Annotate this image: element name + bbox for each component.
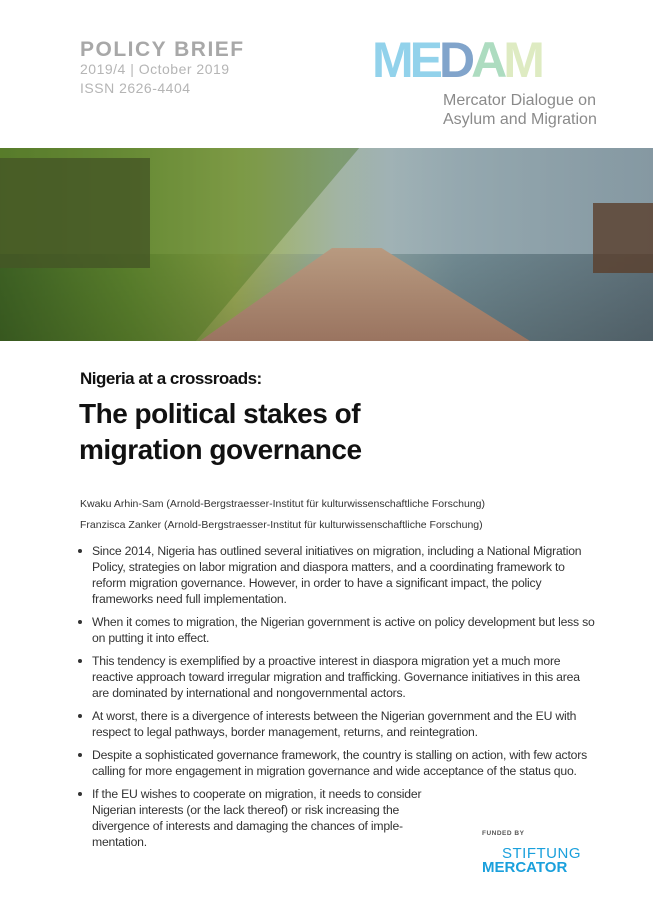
- list-item: Since 2014, Nigeria has outlined several initiatives on migration, including a National Migration Policy, strategies on labor migration and diaspora matters, and a coordinating framework to reform migration governance. However, in order to have a significant impact, the policy frameworks need full implementation.: [78, 543, 598, 607]
- logo-letter: E: [409, 32, 440, 88]
- logo-letter: D: [439, 32, 472, 88]
- logo-tagline-2: Asylum and Migration: [443, 111, 597, 128]
- list-item: At worst, there is a divergence of interests between the Nigerian government and the EU with respect to legal pathways, border management, returns, and reintegration.: [78, 708, 598, 740]
- series-label: POLICY BRIEF: [80, 38, 245, 61]
- title-line: migration governance: [79, 434, 362, 465]
- funder-logo-line-1: STIFTUNG: [502, 845, 581, 862]
- subtitle: Nigeria at a crossroads:: [80, 369, 262, 388]
- medam-logo: [372, 32, 541, 88]
- funded-by-label: FUNDED BY: [482, 830, 525, 837]
- funder-logo-line-2: MERCATOR: [482, 859, 568, 876]
- issue-date: 2019/4 | October 2019: [80, 61, 230, 77]
- key-points-list: [78, 543, 598, 857]
- author: Kwaku Arhin-Sam (Arnold-Bergstraesser-Institut für kulturwissenschaftliche Forschung): [80, 498, 485, 510]
- page-title: [79, 396, 362, 468]
- logo-tagline-1: Mercator Dialogue on: [443, 92, 596, 109]
- logo-letter: M: [372, 32, 410, 88]
- authors: [80, 494, 485, 536]
- list-item: When it comes to migration, the Nigerian government is active on policy development but less so on putting it into effect.: [78, 614, 598, 646]
- author: Franzisca Zanker (Arnold-Bergstraesser-Institut für kulturwissenschaftliche Forschung): [80, 519, 483, 531]
- list-item: Despite a sophisticated governance framework, the country is stalling on action, with few actors calling for more engagement in migration governance and wide acceptance of the status quo.: [78, 747, 598, 779]
- title-line: The political stakes of: [79, 398, 361, 429]
- cover-photo: [0, 148, 653, 341]
- logo-letter: M: [503, 32, 541, 88]
- issn: ISSN 2626-4404: [80, 80, 191, 96]
- list-item: If the EU wishes to cooperate on migration, it needs to consider Nigerian interests (or the lack thereof) or risk increasing the divergence of interests and damaging the chances of imple-mentation.: [78, 786, 452, 850]
- logo-letter: A: [471, 32, 504, 88]
- list-item: This tendency is exemplified by a proactive interest in diaspora migration yet a much more reactive approach toward irregular migration and trafficking. Governance initiatives in this area are dominated by international and nongovernmental actors.: [78, 653, 598, 701]
